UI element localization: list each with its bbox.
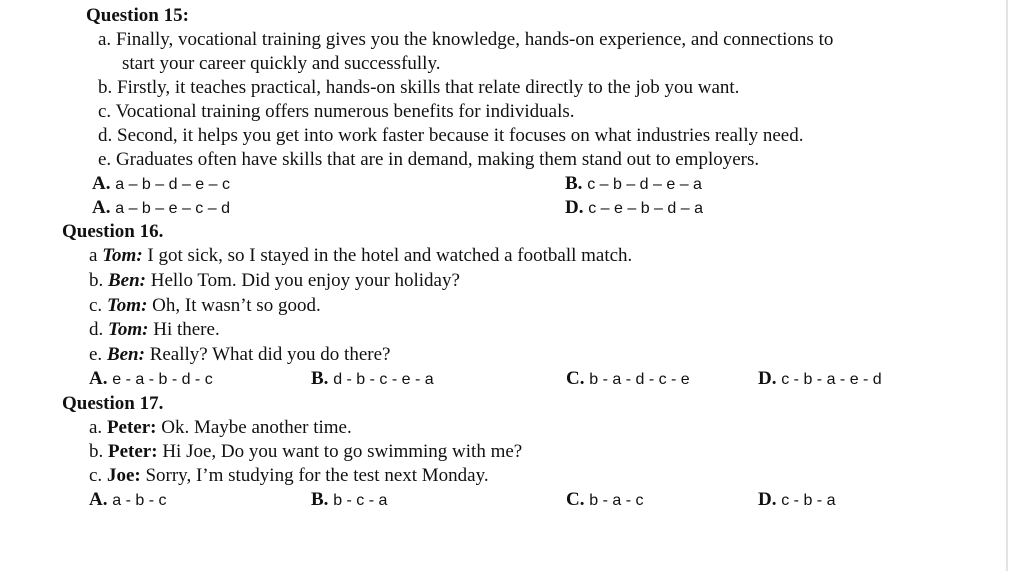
option-sequence: c - b - a - e - d (781, 371, 882, 388)
option-letter: C. (566, 368, 585, 389)
option-sequence: a – b – e – c – d (115, 200, 230, 217)
item-text: Hi there. (153, 319, 220, 340)
item-text: I got sick, so I stayed in the hotel and watched a football match. (147, 245, 633, 266)
speaker-name: Joe: (106, 465, 141, 486)
q16-item-a (89, 245, 632, 267)
item-label: a. (89, 417, 103, 438)
option-sequence: a - b - c (112, 492, 167, 509)
option-letter: B. (311, 489, 329, 510)
item-label: b. (98, 77, 113, 98)
q15-item-d (98, 125, 803, 147)
q15-item-b (98, 77, 739, 99)
speaker-name: Tom: (106, 295, 148, 316)
option-sequence: b - a - c (589, 492, 644, 509)
item-label: b. (89, 441, 104, 462)
option-sequence: b - a - d - c - e (589, 371, 690, 388)
speaker-name: Tom: (102, 245, 143, 266)
q15-option-c[interactable] (92, 197, 230, 220)
item-label: b. (89, 270, 104, 291)
q15-item-a-continued (122, 53, 440, 75)
item-label: c. (89, 465, 103, 486)
question-15-title: Question 15: (86, 5, 189, 26)
option-letter: D. (758, 489, 777, 510)
page-edge-divider (1006, 0, 1008, 571)
q15-item-e (98, 149, 759, 171)
q16-item-e (89, 344, 390, 366)
item-text: Oh, It wasn’t so good. (152, 295, 321, 316)
q17-option-d[interactable] (758, 489, 835, 512)
question-16-title: Question 16. (62, 221, 164, 242)
item-text: Sorry, I’m studying for the test next Monday. (145, 465, 489, 486)
q15-option-b[interactable] (565, 173, 702, 196)
q17-option-c[interactable] (566, 489, 643, 512)
item-text: start your career quickly and successfully. (122, 53, 441, 74)
speaker-name: Peter: (108, 441, 158, 462)
q16-option-c[interactable] (566, 368, 690, 391)
option-letter: D. (758, 368, 777, 389)
item-text: Hello Tom. Did you enjoy your holiday? (150, 270, 460, 291)
speaker-name: Tom: (108, 319, 149, 340)
q15-option-d[interactable] (565, 197, 703, 220)
option-letter: C. (566, 489, 585, 510)
option-sequence: b - c - a (333, 492, 388, 509)
option-letter: A. (92, 173, 111, 194)
item-text: Really? What did you do there? (149, 344, 391, 365)
item-text: Hi Joe, Do you want to go swimming with me? (162, 441, 523, 462)
option-sequence: c – b – d – e – a (587, 176, 702, 193)
item-text: Firstly, it teaches practical, hands-on skills that relate directly to the job you want. (117, 77, 740, 98)
option-letter: A. (89, 368, 108, 389)
item-label: d. (89, 319, 104, 340)
option-sequence: a – b – d – e – c (115, 176, 230, 193)
item-text: Graduates often have skills that are in demand, making them stand out to employers. (115, 149, 760, 170)
option-letter: A. (89, 489, 108, 510)
option-letter: D. (565, 197, 584, 218)
item-text: Second, it helps you get into work faster because it focuses on what industries really need. (117, 125, 804, 146)
item-label: e. (89, 344, 103, 365)
item-label: a. (98, 29, 112, 50)
item-text: Ok. Maybe another time. (161, 417, 352, 438)
q15-option-a[interactable] (92, 173, 230, 196)
q17-option-a[interactable] (89, 489, 166, 512)
option-sequence: c - b - a (781, 492, 836, 509)
q17-item-b (89, 441, 522, 463)
option-sequence: e - a - b - d - c (112, 371, 213, 388)
question-17-title: Question 17. (62, 393, 164, 414)
option-sequence: d - b - c - e - a (333, 371, 434, 388)
item-label: a (89, 245, 98, 266)
q17-item-a (89, 417, 352, 439)
q16-item-d (89, 319, 220, 341)
option-sequence: c – e – b – d – a (588, 200, 703, 217)
speaker-name: Ben: (106, 344, 145, 365)
option-letter: B. (311, 368, 329, 389)
q17-option-b[interactable] (311, 489, 387, 512)
speaker-name: Peter: (106, 417, 157, 438)
q16-item-c (89, 295, 321, 317)
q16-option-b[interactable] (311, 368, 434, 391)
item-label: d. (98, 125, 113, 146)
option-letter: B. (565, 173, 583, 194)
q16-option-a[interactable] (89, 368, 213, 391)
q16-item-b (89, 270, 460, 292)
item-label: c. (98, 101, 112, 122)
item-label: e. (98, 149, 112, 170)
item-label: c. (89, 295, 103, 316)
speaker-name: Ben: (108, 270, 146, 291)
q15-item-c (98, 101, 575, 123)
q15-item-a (98, 29, 833, 51)
option-letter: A. (92, 197, 111, 218)
item-text: Finally, vocational training gives you the knowledge, hands-on experience, and connections to (115, 29, 834, 50)
item-text: Vocational training offers numerous benefits for individuals. (115, 101, 575, 122)
q17-item-c (89, 465, 489, 487)
q16-option-d[interactable] (758, 368, 882, 391)
